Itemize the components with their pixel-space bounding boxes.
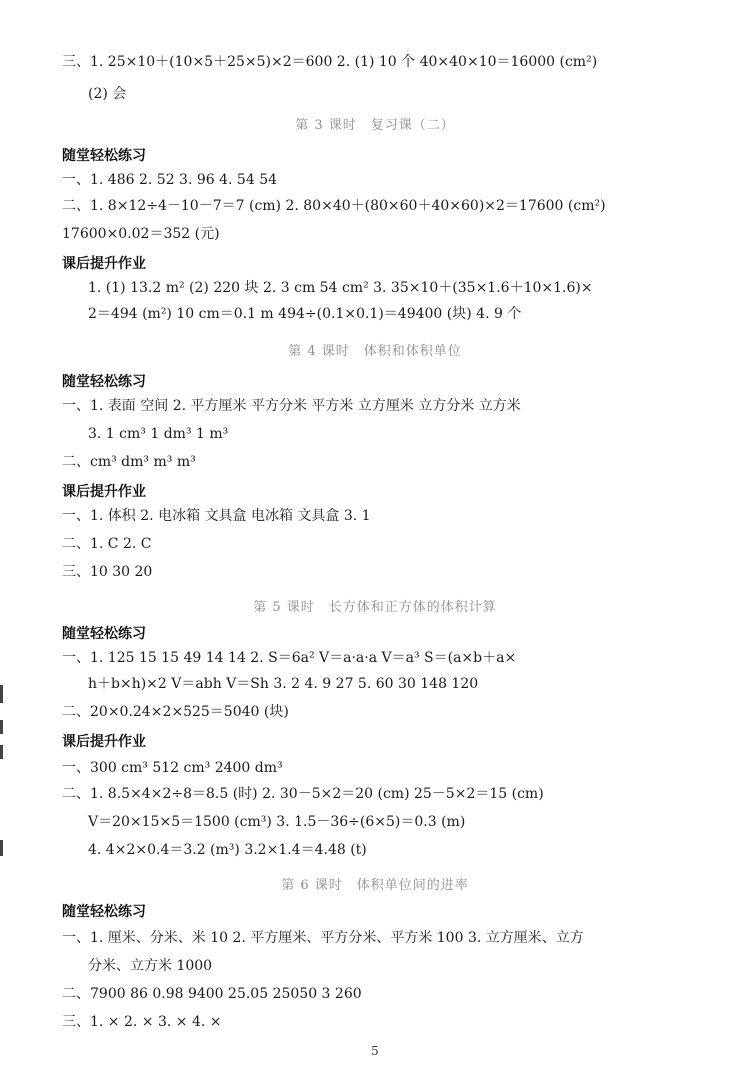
answer-line: 一、300 cm³ 512 cm³ 2400 dm³ <box>62 760 283 776</box>
answer-line: 1. (1) 13.2 m² (2) 220 块 2. 3 cm 54 cm² 3. 35×10＋(35×1.6＋10×1.6)× <box>88 280 593 296</box>
scan-mark <box>0 720 3 734</box>
subheading: 课后提升作业 <box>62 734 146 750</box>
answer-line: 17600×0.02＝352 (元) <box>62 226 220 242</box>
subheading: 随堂轻松练习 <box>62 148 146 164</box>
answer-line: 二、7900 86 0.98 9400 25.05 25050 3 260 <box>62 986 362 1002</box>
scan-mark <box>0 745 3 759</box>
subheading: 随堂轻松练习 <box>62 904 146 920</box>
answer-line: 二、1. 8.5×4×2÷8＝8.5 (时) 2. 30－5×2＝20 (cm) 25－5×2＝15 (cm) <box>62 786 544 802</box>
answer-line: 3. 1 cm³ 1 dm³ 1 m³ <box>88 426 229 442</box>
answer-line: 二、20×0.24×2×525＝5040 (块) <box>62 704 289 720</box>
answer-line: 二、1. 8×12÷4－10－7＝7 (cm) 2. 80×40＋(80×60＋40×60)×2＝17600 (cm²) <box>62 198 606 214</box>
section-title: 第 6 课时 体积单位间的进率 <box>281 878 469 893</box>
answer-line: V＝20×15×5＝1500 (cm³) 3. 1.5－36÷(6×5)＝0.3 (m) <box>88 814 466 830</box>
answer-line: 一、1. 486 2. 52 3. 96 4. 54 54 <box>62 172 278 188</box>
answer-line: 三、10 30 20 <box>62 564 153 580</box>
answer-line: 4. 4×2×0.4＝3.2 (m³) 3.2×1.4＝4.48 (t) <box>88 842 367 858</box>
subheading: 课后提升作业 <box>62 256 146 272</box>
answer-line: 一、1. 表面 空间 2. 平方厘米 平方分米 平方米 立方厘米 立方分米 立方米 <box>62 398 521 414</box>
answer-line: (2) 会 <box>88 86 127 102</box>
section-title: 第 3 课时 复习课（二） <box>295 118 455 133</box>
answer-line: 三、1. × 2. × 3. × 4. × <box>62 1014 222 1030</box>
scan-mark <box>0 685 3 703</box>
answer-line: 一、1. 125 15 15 49 14 14 2. S＝6a² V＝a·a·a V＝a³ S＝(a×b＋a× <box>62 650 517 666</box>
page-number: 5 <box>371 1044 379 1058</box>
answer-line: 一、1. 厘米、分米、米 10 2. 平方厘米、平方分米、平方米 100 3. 立方厘米、立方 <box>62 930 584 946</box>
answer-line: 二、cm³ dm³ m³ m³ <box>62 454 196 470</box>
answer-line: 2＝494 (m²) 10 cm＝0.1 m 494÷(0.1×0.1)＝49400 (块) 4. 9 个 <box>88 306 522 322</box>
subheading: 课后提升作业 <box>62 484 146 500</box>
section-title: 第 5 课时 长方体和正方体的体积计算 <box>253 600 497 615</box>
answer-line: 一、1. 体积 2. 电冰箱 文具盒 电冰箱 文具盒 3. 1 <box>62 508 371 524</box>
answer-line: h＋b×h)×2 V＝abh V＝Sh 3. 2 4. 9 27 5. 60 30 148 120 <box>88 676 479 692</box>
section-title: 第 4 课时 体积和体积单位 <box>288 344 462 359</box>
subheading: 随堂轻松练习 <box>62 374 146 390</box>
answer-line: 三、1. 25×10＋(10×5＋25×5)×2＝600 2. (1) 10 个 40×40×10＝16000 (cm²) <box>62 54 598 70</box>
answer-line: 二、1. C 2. C <box>62 536 152 552</box>
subheading: 随堂轻松练习 <box>62 626 146 642</box>
answer-line: 分米、立方米 1000 <box>88 958 213 974</box>
scan-mark <box>0 840 3 856</box>
